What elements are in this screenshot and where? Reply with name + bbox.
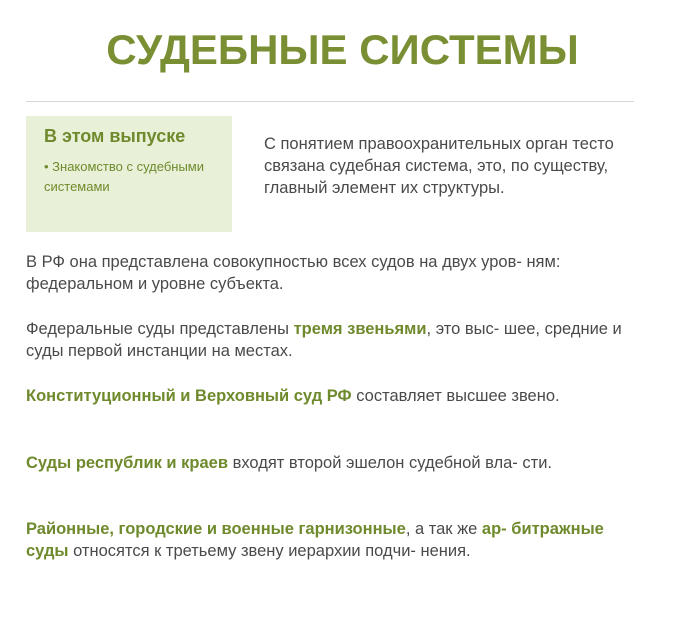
in-this-issue-item: • Знакомство с судебными системами bbox=[44, 159, 204, 194]
paragraph-text: входят второй эшелон судебной вла- сти. bbox=[228, 454, 552, 472]
paragraph-text: , это выс- шее, средние и суды первой инстанции на местах. bbox=[26, 320, 622, 360]
paragraph-text: относятся к третьему звену иерархии подчи- нения. bbox=[68, 542, 471, 560]
title-divider bbox=[26, 101, 634, 102]
in-this-issue-heading: В этом выпуске bbox=[44, 126, 186, 146]
highlight-regional-courts: Суды республик и краев bbox=[26, 454, 228, 472]
highlight-arbitration-courts: ар- битражные суды bbox=[26, 520, 604, 560]
paragraph-text: В РФ она представлена совокупностью всех судов на двух уров- ням: федеральном и уровне субъекта. bbox=[26, 253, 561, 293]
paragraph-federal-levels bbox=[26, 251, 626, 295]
page-title: СУДЕБНЫЕ СИСТЕМЫ bbox=[106, 26, 579, 73]
paragraph-text: составляет высшее звено. bbox=[351, 387, 560, 405]
paragraph-supreme-courts bbox=[26, 385, 626, 407]
paragraph-district-courts bbox=[26, 518, 626, 562]
intro-paragraph: С понятием правоохранительных орган тесто связана судебная система, это, по существу, главный элемент их структуры. bbox=[264, 135, 614, 197]
paragraph-text: Федеральные суды представлены bbox=[26, 320, 294, 338]
paragraph-three-tiers bbox=[26, 318, 626, 362]
highlight-district-courts: Районные, городские и военные гарнизонные bbox=[26, 520, 406, 538]
highlight-supreme-courts: Конституционный и Верховный суд РФ bbox=[26, 387, 352, 405]
paragraph-regional-courts bbox=[26, 452, 626, 474]
in-this-issue-box bbox=[26, 116, 232, 232]
paragraph-text: , а так же bbox=[405, 520, 482, 538]
highlight-three-tiers: тремя звеньями bbox=[293, 320, 427, 338]
